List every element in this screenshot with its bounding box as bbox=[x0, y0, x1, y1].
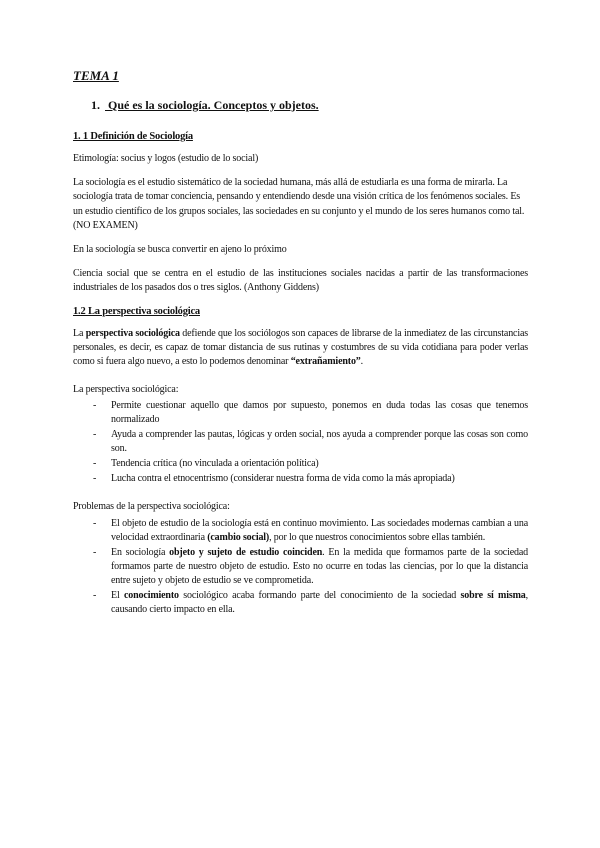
subsection-1-2-heading: 1.2 La perspectiva sociológica bbox=[73, 305, 200, 317]
intro-bold-extranamiento: “extrañamiento” bbox=[290, 356, 361, 368]
list-item bbox=[73, 589, 528, 617]
perspectiva-list bbox=[73, 399, 528, 486]
list-item-text: El bbox=[111, 589, 124, 601]
bold-sobre-si-misma: sobre sí misma bbox=[460, 589, 526, 601]
bold-cambio-social: (cambio social) bbox=[207, 531, 270, 543]
list-item bbox=[73, 457, 528, 471]
list-item-text: , por lo que nuestros conocimientos sobre ellas también. bbox=[269, 531, 486, 543]
dash-bullet: - bbox=[93, 517, 97, 529]
etimologia-paragraph: Etimología: socius y logos (estudio de lo social) bbox=[73, 153, 259, 164]
perspectiva-intro-paragraph bbox=[73, 327, 528, 370]
list-1-title: La perspectiva sociológica: bbox=[73, 384, 179, 396]
list-item-text: , causando cierto impacto en ella. bbox=[111, 589, 528, 615]
ajeno-paragraph: En la sociología se busca convertir en ajeno lo próximo bbox=[73, 244, 287, 256]
intro-text-3: . bbox=[360, 356, 364, 368]
list-item-text: . En la medida que formamos parte de la sociedad formamos parte de nuestro objeto de estudio. Esto no ocurre en todas las ciencias, por lo que la distancia entre sujeto y objeto de estudio se ve comprometida. bbox=[111, 546, 528, 586]
section-1-title: Qué es la sociología. Conceptos y objetos. bbox=[108, 98, 319, 112]
list-item bbox=[73, 546, 528, 588]
intro-text-2: defiende que los sociólogos son capaces de librarse de la inmediatez de las circunstancias personales, es decir, es capaz de tomar distancia de sus rutinas y costumbres de su vida cotidiana para poder verlas como si fuera algo nuevo, a esto lo podemos denominar bbox=[73, 327, 528, 368]
dash-bullet: - bbox=[93, 546, 97, 558]
bold-conocimiento: conocimiento bbox=[124, 589, 179, 601]
intro-text-1: La bbox=[73, 327, 86, 339]
bold-objeto-sujeto: objeto y sujeto de estudio coinciden bbox=[169, 546, 323, 558]
list-item bbox=[73, 517, 528, 545]
section-1-number: 1. bbox=[91, 98, 100, 112]
problemas-list bbox=[73, 517, 528, 617]
giddens-paragraph: Ciencia social que se centra en el estudio de las instituciones sociales nacidas a partir de las transformaciones industriales de los pasados dos o tres siglos. (Anthony Giddens) bbox=[73, 268, 528, 294]
list-item-text: Ayuda a comprender las pautas, lógicas y orden social, nos ayuda a comprender porque las cosas son como son. bbox=[111, 429, 528, 455]
list-item bbox=[73, 399, 528, 427]
dash-bullet: - bbox=[93, 473, 97, 485]
dash-bullet: - bbox=[93, 458, 97, 470]
list-item-text: Tendencia crítica (no vinculada a orientación política) bbox=[111, 458, 319, 470]
dash-bullet: - bbox=[93, 589, 97, 601]
section-1-heading bbox=[91, 98, 528, 113]
list-item-text: El objeto de estudio de la sociología está en continuo movimiento. Las sociedades modernas cambian a una velocidad extraordinaria bbox=[111, 517, 528, 543]
list-2-title: Problemas de la perspectiva sociológica: bbox=[73, 501, 230, 513]
list-item bbox=[73, 428, 528, 456]
subsection-1-1-heading: 1. 1 Definición de Sociología bbox=[73, 131, 193, 142]
list-item-text: Lucha contra el etnocentrismo (considerar nuestra forma de vida como la más apropiada) bbox=[111, 473, 455, 485]
definition-paragraph: La sociología es el estudio sistemático de la sociedad humana, más allá de estudiarla es una forma de mirarla. La sociología trata de tomar conciencia, pensando y entendiendo desde una visión crítica de los fenómenos sociales. Es un estudio científico de los grupos sociales, las sociedades en su conjunto y el mundo de los seres humanos como tal. (NO EXAMEN) bbox=[73, 177, 525, 231]
list-item-text: Permite cuestionar aquello que damos por supuesto, ponemos en duda todas las cosas que tenemos normalizado bbox=[111, 400, 528, 426]
dash-bullet: - bbox=[93, 400, 97, 412]
tema-title: TEMA 1 bbox=[73, 68, 119, 83]
list-item-text: sociológico acaba formando parte del conocimiento de la sociedad bbox=[178, 589, 461, 601]
intro-bold-perspectiva: perspectiva sociológica bbox=[85, 327, 180, 339]
dash-bullet: - bbox=[93, 429, 97, 441]
list-item-text: En sociología bbox=[111, 546, 170, 558]
list-item bbox=[73, 472, 528, 486]
document-body bbox=[73, 68, 528, 627]
